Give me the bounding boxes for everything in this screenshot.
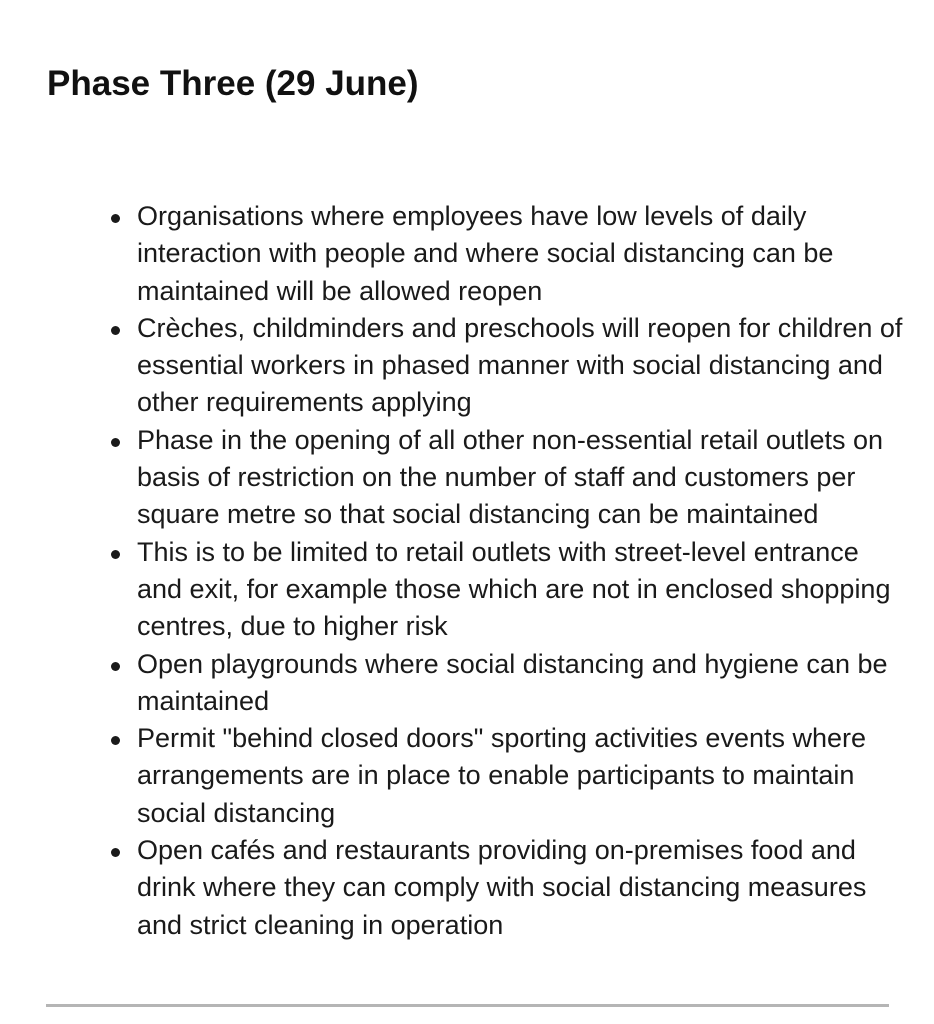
list-item [137,832,907,944]
list-item-text: Open cafés and restaurants providing on-premises food and drink where they can comply with social distancing measures and strict cleaning in operation [137,835,867,940]
bullet-icon [111,662,120,671]
bullet-icon [111,214,120,223]
section-divider [46,1004,889,1007]
list-item [137,310,907,422]
list-item-text: Organisations where employees have low levels of daily interaction with people and where social distancing can be maintained will be allowed reopen [137,201,834,306]
list-item-text: This is to be limited to retail outlets with street-level entrance and exit, for example those which are not in enclosed shopping centres, due to higher risk [137,536,891,642]
list-item [137,422,907,534]
bullet-icon [111,550,120,559]
section-heading: Phase Three (29 June) [47,64,419,103]
list-item [137,534,907,646]
list-item [137,720,907,832]
list-item-text: Open playgrounds where social distancing and hygiene can be maintained [137,648,888,716]
list-item [137,646,907,721]
bullet-list [137,198,907,944]
bullet-icon [111,438,120,447]
list-item [137,198,907,310]
list-item-text: Permit "behind closed doors" sporting activities events where arrangements are in place to enable participants to maintain social distancing [137,723,867,828]
bullet-icon [111,848,120,857]
bullet-icon [111,736,120,745]
list-item-text: Phase in the opening of all other non-essential retail outlets on basis of restriction on the number of staff and customers per square metre so that social distancing can be maintained [137,424,883,530]
bullet-icon [111,326,120,335]
list-item-text: Crèches, childminders and preschools will reopen for children of essential workers in phased manner with social distancing and other requirements applying [137,312,903,418]
